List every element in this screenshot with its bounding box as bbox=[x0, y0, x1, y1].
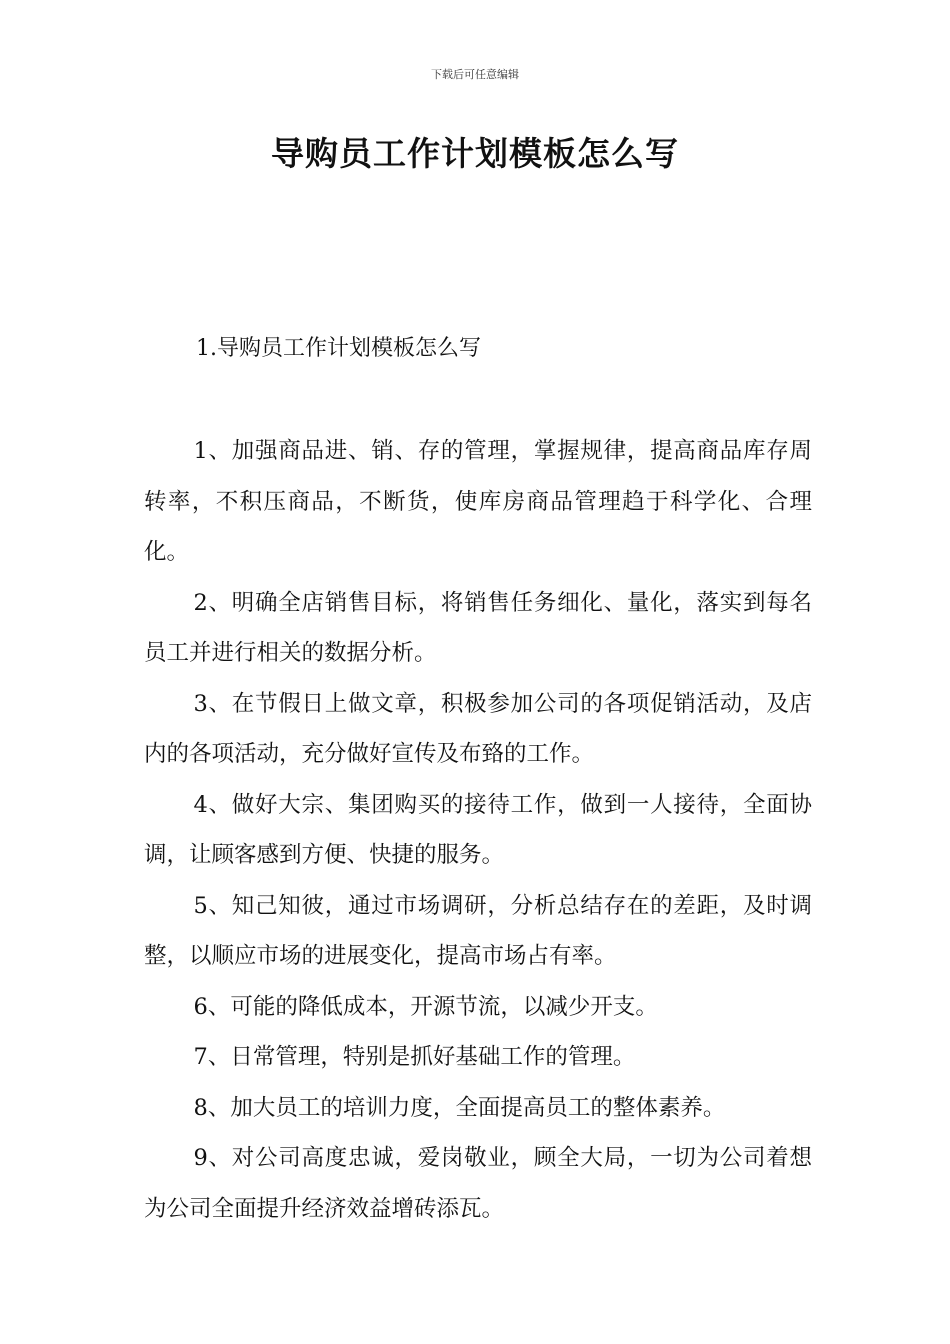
paragraph-4: 4、做好大宗、集团购买的接待工作，做到一人接待，全面协调，让顾客感到方便、快捷的服务。 bbox=[144, 791, 812, 868]
paragraph-8: 8、加大员工的培训力度，全面提高员工的整体素养。 bbox=[193, 1094, 726, 1121]
paragraph-6: 6、可能的降低成本，开源节流，以减少开支。 bbox=[193, 993, 658, 1020]
paragraph-2: 2、明确全店销售目标，将销售任务细化、量化，落实到每名员工并进行相关的数据分析。 bbox=[144, 589, 812, 666]
paragraph-9: 9、对公司高度忠诚，爱岗敬业，顾全大局，一切为公司着想为公司全面提升经济效益增砖添瓦。 bbox=[144, 1145, 812, 1222]
paragraph-3: 3、在节假日上做文章，积极参加公司的各项促销活动，及店内的各项活动，充分做好宣传及布臵的工作。 bbox=[144, 690, 812, 767]
paragraph-5: 5、知己知彼，通过市场调研，分析总结存在的差距，及时调整，以顺应市场的进展变化，提高市场占有率。 bbox=[144, 892, 812, 969]
paragraph-1: 1、加强商品进、销、存的管理，掌握规律，提高商品库存周转率，不积压商品，不断货，使库房商品管理趋于科学化、合理化。 bbox=[144, 438, 812, 565]
document-body bbox=[144, 426, 812, 1234]
header-note: 下载后可任意编辑 bbox=[431, 68, 519, 81]
paragraph-7: 7、日常管理，特别是抓好基础工作的管理。 bbox=[193, 1044, 636, 1070]
document-title: 导购员工作计划模板怎么写 bbox=[271, 134, 679, 173]
section-heading: 1.导购员工作计划模板怎么写 bbox=[196, 336, 481, 361]
